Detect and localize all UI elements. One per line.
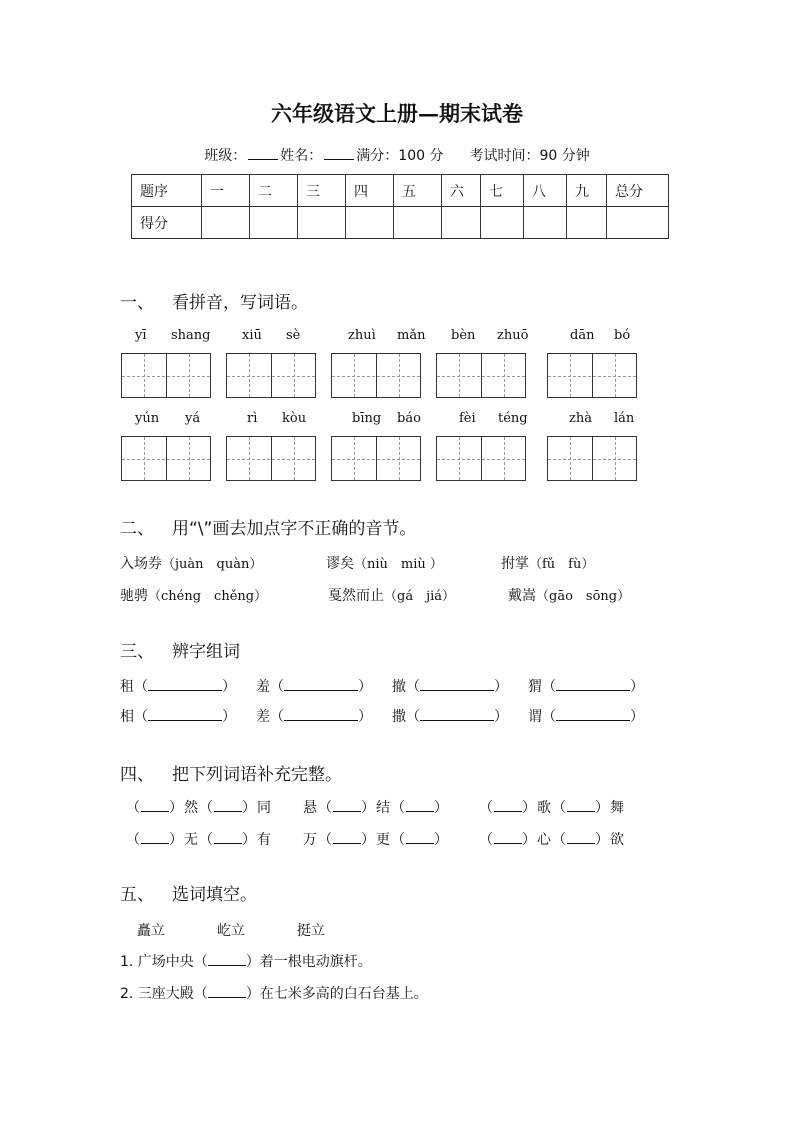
section5-title: 选词填空。 xyxy=(172,885,257,905)
word-item: 相（ ） xyxy=(120,706,236,726)
score-cell[interactable] xyxy=(481,207,524,239)
score-cell[interactable] xyxy=(202,207,250,239)
pinyin-item: 拊掌（fǔ fù） xyxy=(501,556,595,572)
pinyin: báo xyxy=(397,411,421,426)
word-item: 撤（ ） xyxy=(392,676,508,696)
idiom-blank[interactable] xyxy=(494,797,522,812)
pinyin: yún xyxy=(135,411,160,426)
answer-blank[interactable] xyxy=(284,676,358,691)
section3-title: 辨字组词 xyxy=(172,642,240,662)
idiom-item: （ ）歌（ ）舞 xyxy=(479,797,625,817)
section3-heading: 三、 辨字组词 xyxy=(120,642,240,662)
idiom-blank[interactable] xyxy=(141,797,169,812)
pinyin: mǎn xyxy=(397,328,426,343)
answer-blank[interactable] xyxy=(556,706,630,721)
pinyin: téng xyxy=(498,411,528,426)
idiom-blank[interactable] xyxy=(214,797,242,812)
idiom-blank[interactable] xyxy=(333,797,361,812)
answer-blank[interactable] xyxy=(420,706,494,721)
idiom-blank[interactable] xyxy=(406,829,434,844)
score-cell[interactable] xyxy=(298,207,346,239)
idiom-blank[interactable] xyxy=(567,829,595,844)
pinyin: kòu xyxy=(282,411,307,426)
score-header-cell: 七 xyxy=(481,175,524,207)
class-blank[interactable] xyxy=(248,145,278,160)
writing-grid[interactable] xyxy=(226,353,316,398)
pinyin-item: 戛然而止（gá jiá） xyxy=(328,588,456,604)
score-header-cell: 三 xyxy=(298,175,346,207)
score-row-label: 得分 xyxy=(132,207,202,239)
idiom-item: （ ）心（ ）欲 xyxy=(479,829,625,849)
score-header-cell: 六 xyxy=(442,175,481,207)
answer-blank[interactable] xyxy=(208,951,246,966)
time-label: 考试时间：90 分钟 xyxy=(469,148,590,164)
score-header-cell: 总分 xyxy=(607,175,669,207)
name-blank[interactable] xyxy=(324,145,354,160)
word-item: 撒（ ） xyxy=(392,706,508,726)
pinyin: bīng xyxy=(352,411,382,426)
pinyin: zhà xyxy=(569,411,592,426)
writing-grid[interactable] xyxy=(331,353,421,398)
answer-blank[interactable] xyxy=(208,983,246,998)
name-label: 姓名： xyxy=(280,148,323,164)
score-header-cell: 五 xyxy=(394,175,442,207)
section4-heading: 四、 把下列词语补充完整。 xyxy=(120,765,342,785)
writing-grid[interactable] xyxy=(331,436,421,481)
writing-grid[interactable] xyxy=(226,436,316,481)
idiom-blank[interactable] xyxy=(141,829,169,844)
score-cell[interactable] xyxy=(394,207,442,239)
pinyin: sè xyxy=(286,328,301,343)
section2-title: 用“\”画去加点字不正确的音节。 xyxy=(172,519,417,539)
writing-grid[interactable] xyxy=(121,353,211,398)
writing-grid[interactable] xyxy=(436,353,526,398)
page-title: 六年级语文上册—期末试卷 xyxy=(271,101,523,126)
pinyin: yá xyxy=(185,411,201,426)
writing-grid[interactable] xyxy=(547,353,637,398)
question-2: 2. 三座大殿（ ）在七米多高的白石台基上。 xyxy=(120,983,428,1003)
score-header-cell: 八 xyxy=(524,175,567,207)
idiom-blank[interactable] xyxy=(333,829,361,844)
word-option: 挺立 xyxy=(297,923,325,939)
section1-title: 看拼音，写词语。 xyxy=(172,293,308,313)
word-item: 租（ ） xyxy=(120,676,236,696)
question-1: 1. 广场中央（ ）着一根电动旗杆。 xyxy=(120,951,372,971)
answer-blank[interactable] xyxy=(148,706,222,721)
idiom-blank[interactable] xyxy=(567,797,595,812)
score-cell[interactable] xyxy=(346,207,394,239)
pinyin-item: 谬矣（niù miù ） xyxy=(326,556,443,572)
idiom-item: （ ）无（ ）有 xyxy=(126,829,272,849)
writing-grid[interactable] xyxy=(121,436,211,481)
section1-heading: 一、 看拼音，写词语。 xyxy=(120,293,308,313)
score-header-cell: 九 xyxy=(567,175,607,207)
word-item: 谓（ ） xyxy=(528,706,644,726)
pinyin: fèi xyxy=(459,411,476,426)
pinyin-item: 入场券（juàn quàn） xyxy=(120,556,263,572)
pinyin: zhuō xyxy=(497,328,529,343)
pinyin: shang xyxy=(171,328,211,343)
answer-blank[interactable] xyxy=(148,676,222,691)
score-cell[interactable] xyxy=(567,207,607,239)
word-item: 猬（ ） xyxy=(528,676,644,696)
pinyin: lán xyxy=(614,411,635,426)
pinyin-item: 驰骋（chéng chěng） xyxy=(120,588,268,604)
pinyin: bèn xyxy=(451,328,476,343)
word-item: 差（ ） xyxy=(256,706,372,726)
score-header-cell: 一 xyxy=(202,175,250,207)
pinyin: bó xyxy=(614,328,631,343)
idiom-blank[interactable] xyxy=(494,829,522,844)
idiom-item: （ ）然（ ）同 xyxy=(126,797,272,817)
score-table xyxy=(131,174,669,239)
score-header-cell: 二 xyxy=(250,175,298,207)
word-option: 矗立 xyxy=(137,923,165,939)
class-label: 班级： xyxy=(204,148,247,164)
score-cell[interactable] xyxy=(524,207,567,239)
score-label: 满分：100 分 xyxy=(356,148,444,164)
pinyin: yī xyxy=(135,328,147,343)
idiom-item: 万（ ）更（ ） xyxy=(303,829,449,849)
score-cell[interactable] xyxy=(250,207,298,239)
pinyin: xiū xyxy=(242,328,262,343)
answer-blank[interactable] xyxy=(556,676,630,691)
section5-heading: 五、 选词填空。 xyxy=(120,885,257,905)
pinyin: zhuì xyxy=(348,328,376,343)
section4-title: 把下列词语补充完整。 xyxy=(172,765,342,785)
score-cell[interactable] xyxy=(607,207,669,239)
section2-heading: 二、 用“\”画去加点字不正确的音节。 xyxy=(120,519,417,539)
exam-info xyxy=(0,145,794,165)
word-item: 羞（ ） xyxy=(256,676,372,696)
writing-grid[interactable] xyxy=(436,436,526,481)
pinyin: rì xyxy=(247,411,258,426)
answer-blank[interactable] xyxy=(420,676,494,691)
idiom-blank[interactable] xyxy=(406,797,434,812)
pinyin: dān xyxy=(570,328,595,343)
pinyin-item: 戴嵩（gāo sōng） xyxy=(508,588,631,604)
idiom-item: 悬（ ）结（ ） xyxy=(303,797,449,817)
score-header-cell: 题序 xyxy=(132,175,202,207)
score-header-cell: 四 xyxy=(346,175,394,207)
score-cell[interactable] xyxy=(442,207,481,239)
answer-blank[interactable] xyxy=(284,706,358,721)
writing-grid[interactable] xyxy=(547,436,637,481)
idiom-blank[interactable] xyxy=(214,829,242,844)
word-option: 屹立 xyxy=(217,923,245,939)
